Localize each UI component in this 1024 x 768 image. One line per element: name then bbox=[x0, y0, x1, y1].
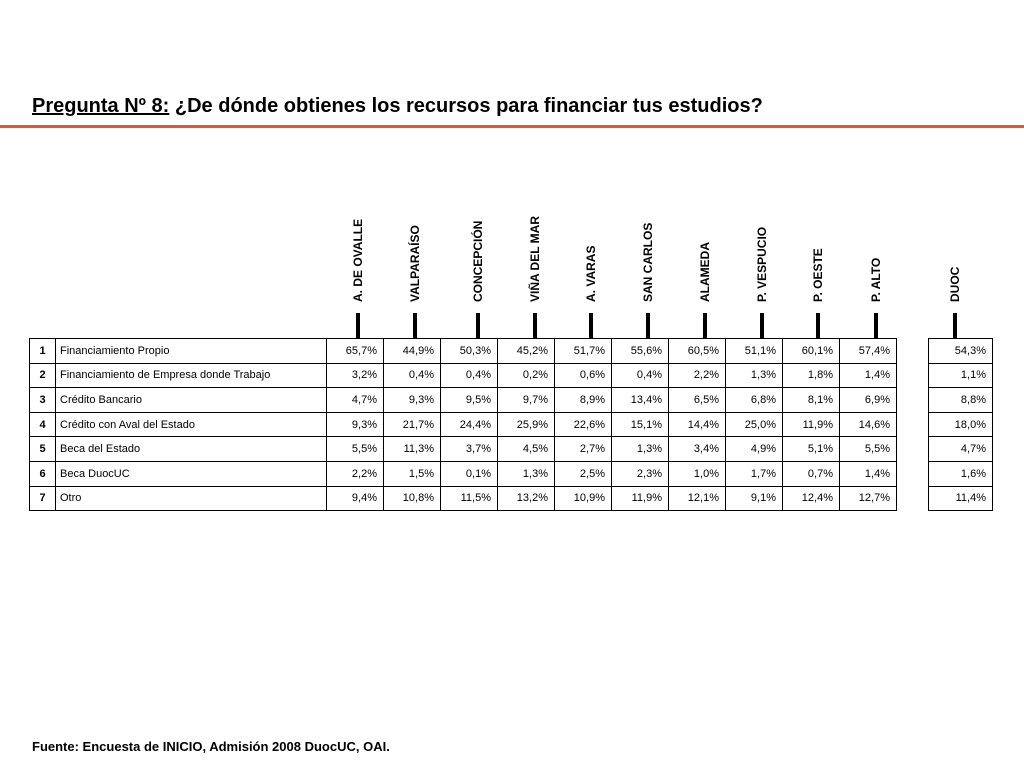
value-cell: 8,9% bbox=[555, 388, 612, 413]
source-note: Fuente: Encuesta de INICIO, Admisión 2008 DuocUC, OAI. bbox=[32, 739, 390, 754]
value-cell: 10,8% bbox=[384, 486, 441, 511]
column-header-3 bbox=[515, 198, 555, 302]
value-cell: 45,2% bbox=[498, 339, 555, 364]
row-label: Financiamiento de Empresa donde Trabajo bbox=[56, 363, 327, 388]
value-cell: 15,1% bbox=[612, 412, 669, 437]
value-cell: 21,7% bbox=[384, 412, 441, 437]
page-title bbox=[32, 95, 763, 118]
value-cell: 12,1% bbox=[669, 486, 726, 511]
row-label: Crédito Bancario bbox=[56, 388, 327, 413]
column-header-1-tick bbox=[413, 313, 417, 338]
value-cell: 11,3% bbox=[384, 437, 441, 462]
value-cell: 5,1% bbox=[783, 437, 840, 462]
duoc-row bbox=[929, 461, 993, 486]
value-cell: 9,5% bbox=[441, 388, 498, 413]
value-cell: 9,1% bbox=[726, 486, 783, 511]
column-header-5-label: SAN CARLOS bbox=[641, 222, 655, 302]
title-divider bbox=[0, 125, 1024, 128]
value-cell: 9,4% bbox=[327, 486, 384, 511]
duoc-total-table bbox=[928, 338, 993, 511]
value-cell: 0,1% bbox=[441, 461, 498, 486]
value-cell: 4,7% bbox=[327, 388, 384, 413]
value-cell: 3,2% bbox=[327, 363, 384, 388]
row-number: 7 bbox=[30, 486, 56, 511]
value-cell: 50,3% bbox=[441, 339, 498, 364]
value-cell: 11,9% bbox=[783, 412, 840, 437]
duoc-value-cell: 4,7% bbox=[929, 437, 993, 462]
duoc-row bbox=[929, 486, 993, 511]
value-cell: 60,5% bbox=[669, 339, 726, 364]
table-row bbox=[30, 363, 897, 388]
value-cell: 0,4% bbox=[441, 363, 498, 388]
row-number: 1 bbox=[30, 339, 56, 364]
value-cell: 25,0% bbox=[726, 412, 783, 437]
column-header-2-label: CONCEPCIÓN bbox=[471, 220, 485, 302]
column-header-0 bbox=[338, 198, 378, 302]
value-cell: 11,9% bbox=[612, 486, 669, 511]
value-cell: 25,9% bbox=[498, 412, 555, 437]
column-header-7-tick bbox=[760, 313, 764, 338]
results-table bbox=[29, 338, 897, 511]
column-header-8-label: P. OESTE bbox=[811, 248, 825, 302]
duoc-value-cell: 1,6% bbox=[929, 461, 993, 486]
value-cell: 5,5% bbox=[840, 437, 897, 462]
column-header-9-label: P. ALTO bbox=[869, 257, 883, 302]
value-cell: 2,5% bbox=[555, 461, 612, 486]
column-header-4-tick bbox=[589, 313, 593, 338]
value-cell: 14,4% bbox=[669, 412, 726, 437]
value-cell: 2,3% bbox=[612, 461, 669, 486]
value-cell: 3,7% bbox=[441, 437, 498, 462]
value-cell: 13,4% bbox=[612, 388, 669, 413]
value-cell: 11,5% bbox=[441, 486, 498, 511]
row-number: 6 bbox=[30, 461, 56, 486]
column-header-7-label: P. VESPUCIO bbox=[755, 226, 769, 302]
value-cell: 12,4% bbox=[783, 486, 840, 511]
value-cell: 9,3% bbox=[384, 388, 441, 413]
row-number: 5 bbox=[30, 437, 56, 462]
table-row bbox=[30, 437, 897, 462]
column-header-5-tick bbox=[646, 313, 650, 338]
value-cell: 6,9% bbox=[840, 388, 897, 413]
column-header-7 bbox=[742, 198, 782, 302]
value-cell: 2,7% bbox=[555, 437, 612, 462]
value-cell: 0,7% bbox=[783, 461, 840, 486]
column-header-duoc-label: DUOC bbox=[948, 266, 962, 302]
question-text: ¿De dónde obtienes los recursos para financiar tus estudios? bbox=[174, 95, 763, 117]
column-header-6-tick bbox=[703, 313, 707, 338]
value-cell: 6,8% bbox=[726, 388, 783, 413]
value-cell: 1,4% bbox=[840, 461, 897, 486]
value-cell: 1,3% bbox=[498, 461, 555, 486]
column-header-5 bbox=[628, 198, 668, 302]
value-cell: 65,7% bbox=[327, 339, 384, 364]
column-header-4 bbox=[571, 198, 611, 302]
value-cell: 0,4% bbox=[384, 363, 441, 388]
duoc-row bbox=[929, 412, 993, 437]
value-cell: 5,5% bbox=[327, 437, 384, 462]
column-header-2-tick bbox=[476, 313, 480, 338]
value-cell: 4,9% bbox=[726, 437, 783, 462]
value-cell: 44,9% bbox=[384, 339, 441, 364]
duoc-value-cell: 18,0% bbox=[929, 412, 993, 437]
row-label: Financiamiento Propio bbox=[56, 339, 327, 364]
value-cell: 57,4% bbox=[840, 339, 897, 364]
value-cell: 4,5% bbox=[498, 437, 555, 462]
value-cell: 1,3% bbox=[612, 437, 669, 462]
value-cell: 9,3% bbox=[327, 412, 384, 437]
column-header-6 bbox=[685, 198, 725, 302]
value-cell: 13,2% bbox=[498, 486, 555, 511]
table-row bbox=[30, 412, 897, 437]
value-cell: 51,1% bbox=[726, 339, 783, 364]
duoc-row bbox=[929, 388, 993, 413]
table-row bbox=[30, 339, 897, 364]
question-label: Pregunta Nº 8: bbox=[32, 95, 170, 117]
value-cell: 2,2% bbox=[327, 461, 384, 486]
value-cell: 51,7% bbox=[555, 339, 612, 364]
column-header-3-tick bbox=[533, 313, 537, 338]
column-header-1 bbox=[395, 198, 435, 302]
row-number: 3 bbox=[30, 388, 56, 413]
table-row bbox=[30, 388, 897, 413]
column-header-3-label: VIÑA DEL MAR bbox=[528, 215, 542, 302]
value-cell: 14,6% bbox=[840, 412, 897, 437]
value-cell: 2,2% bbox=[669, 363, 726, 388]
value-cell: 8,1% bbox=[783, 388, 840, 413]
value-cell: 55,6% bbox=[612, 339, 669, 364]
table-row bbox=[30, 461, 897, 486]
column-header-4-label: A. VARAS bbox=[584, 245, 598, 302]
column-header-1-label: VALPARAÍSO bbox=[408, 225, 422, 302]
duoc-row bbox=[929, 437, 993, 462]
column-header-0-tick bbox=[356, 313, 360, 338]
value-cell: 1,7% bbox=[726, 461, 783, 486]
row-number: 4 bbox=[30, 412, 56, 437]
value-cell: 6,5% bbox=[669, 388, 726, 413]
row-label: Beca DuocUC bbox=[56, 461, 327, 486]
column-header-9 bbox=[856, 198, 896, 302]
value-cell: 0,2% bbox=[498, 363, 555, 388]
duoc-value-cell: 1,1% bbox=[929, 363, 993, 388]
duoc-row bbox=[929, 339, 993, 364]
column-header-8-tick bbox=[816, 313, 820, 338]
row-number: 2 bbox=[30, 363, 56, 388]
value-cell: 10,9% bbox=[555, 486, 612, 511]
value-cell: 1,5% bbox=[384, 461, 441, 486]
table-row bbox=[30, 486, 897, 511]
value-cell: 12,7% bbox=[840, 486, 897, 511]
column-header-0-label: A. DE OVALLE bbox=[351, 218, 365, 302]
value-cell: 1,3% bbox=[726, 363, 783, 388]
duoc-value-cell: 54,3% bbox=[929, 339, 993, 364]
value-cell: 60,1% bbox=[783, 339, 840, 364]
column-header-duoc bbox=[935, 198, 975, 302]
value-cell: 3,4% bbox=[669, 437, 726, 462]
value-cell: 1,0% bbox=[669, 461, 726, 486]
row-label: Otro bbox=[56, 486, 327, 511]
duoc-value-cell: 8,8% bbox=[929, 388, 993, 413]
row-label: Beca del Estado bbox=[56, 437, 327, 462]
column-header-8 bbox=[798, 198, 838, 302]
column-header-6-label: ALAMEDA bbox=[698, 242, 712, 302]
value-cell: 1,8% bbox=[783, 363, 840, 388]
value-cell: 0,4% bbox=[612, 363, 669, 388]
duoc-value-cell: 11,4% bbox=[929, 486, 993, 511]
column-header-9-tick bbox=[874, 313, 878, 338]
duoc-row bbox=[929, 363, 993, 388]
value-cell: 22,6% bbox=[555, 412, 612, 437]
value-cell: 24,4% bbox=[441, 412, 498, 437]
value-cell: 0,6% bbox=[555, 363, 612, 388]
value-cell: 1,4% bbox=[840, 363, 897, 388]
row-label: Crédito con Aval del Estado bbox=[56, 412, 327, 437]
column-header-2 bbox=[458, 198, 498, 302]
value-cell: 9,7% bbox=[498, 388, 555, 413]
column-header-duoc-tick bbox=[953, 313, 957, 338]
